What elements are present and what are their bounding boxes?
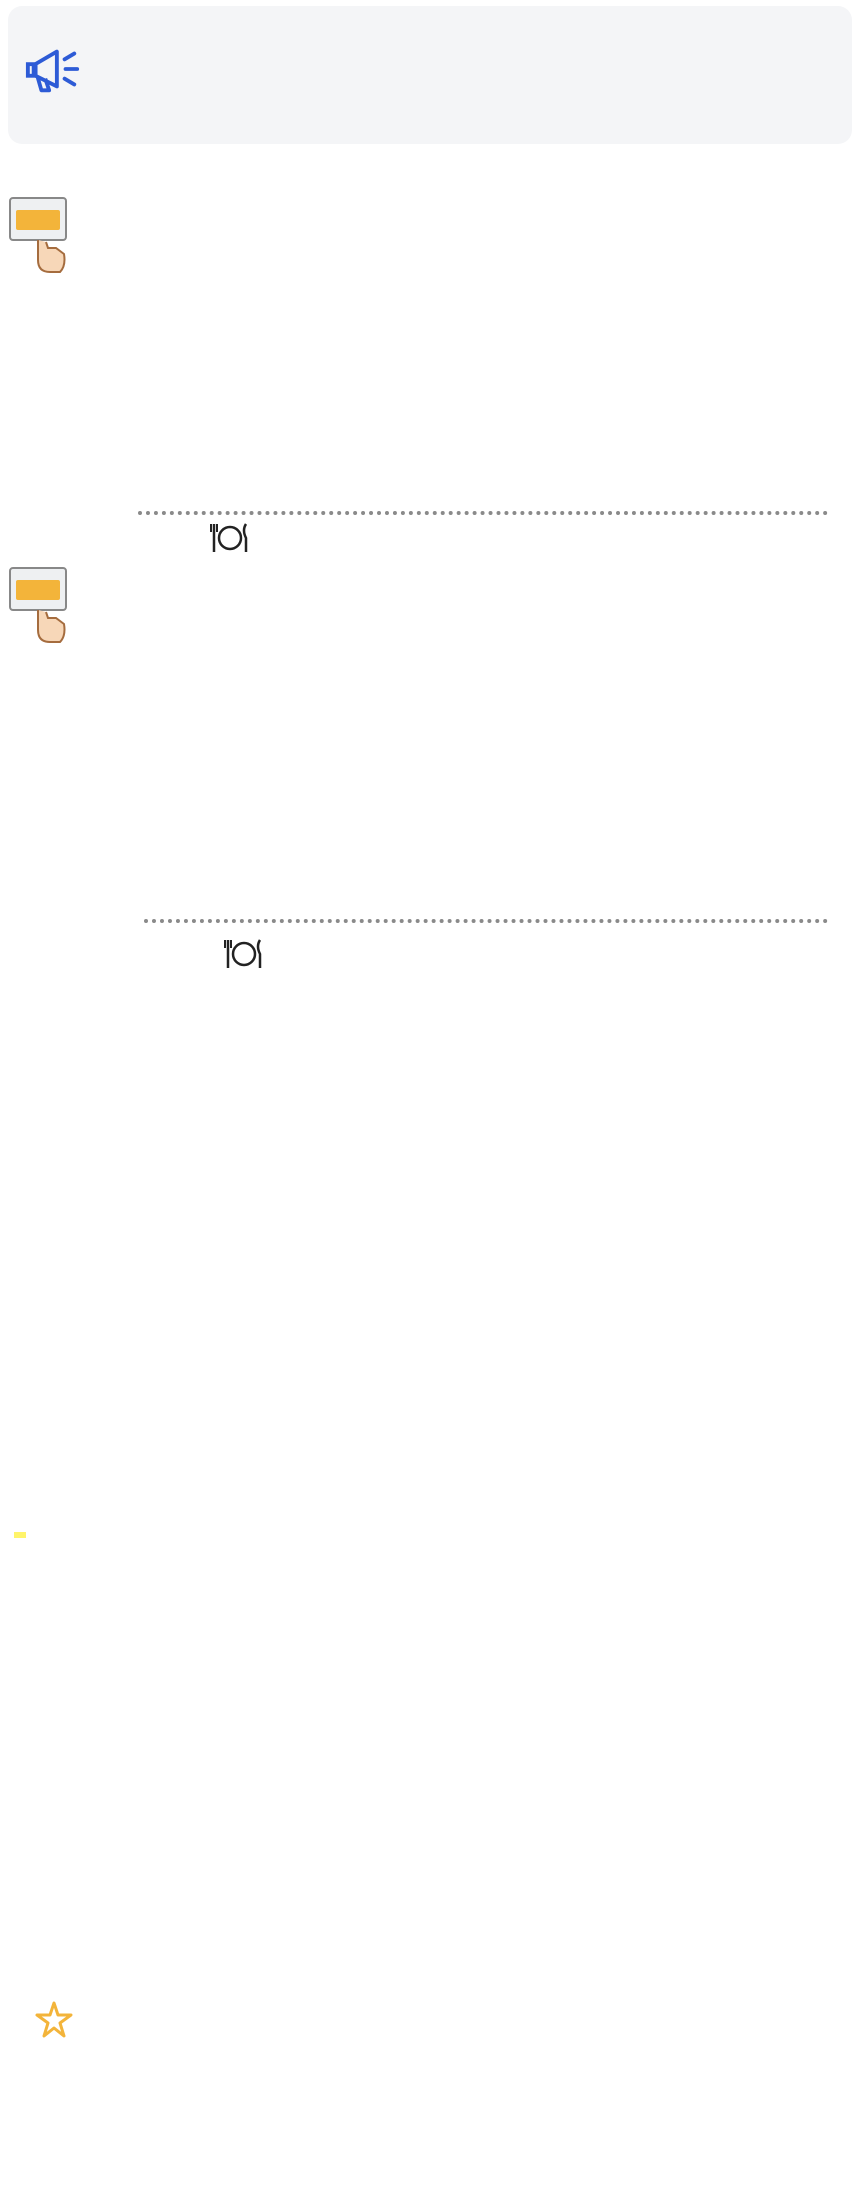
day1-divider	[138, 511, 828, 515]
megaphone-icon	[24, 40, 82, 98]
day2-badge-icon	[8, 566, 70, 646]
departure-info-box	[8, 6, 852, 144]
meal-icon-2	[224, 936, 264, 972]
day1-badge-icon	[8, 196, 70, 276]
meal-icon	[210, 520, 250, 556]
policy-title	[14, 1532, 26, 1538]
star-icon	[34, 2000, 74, 2040]
day2-divider	[144, 919, 828, 923]
